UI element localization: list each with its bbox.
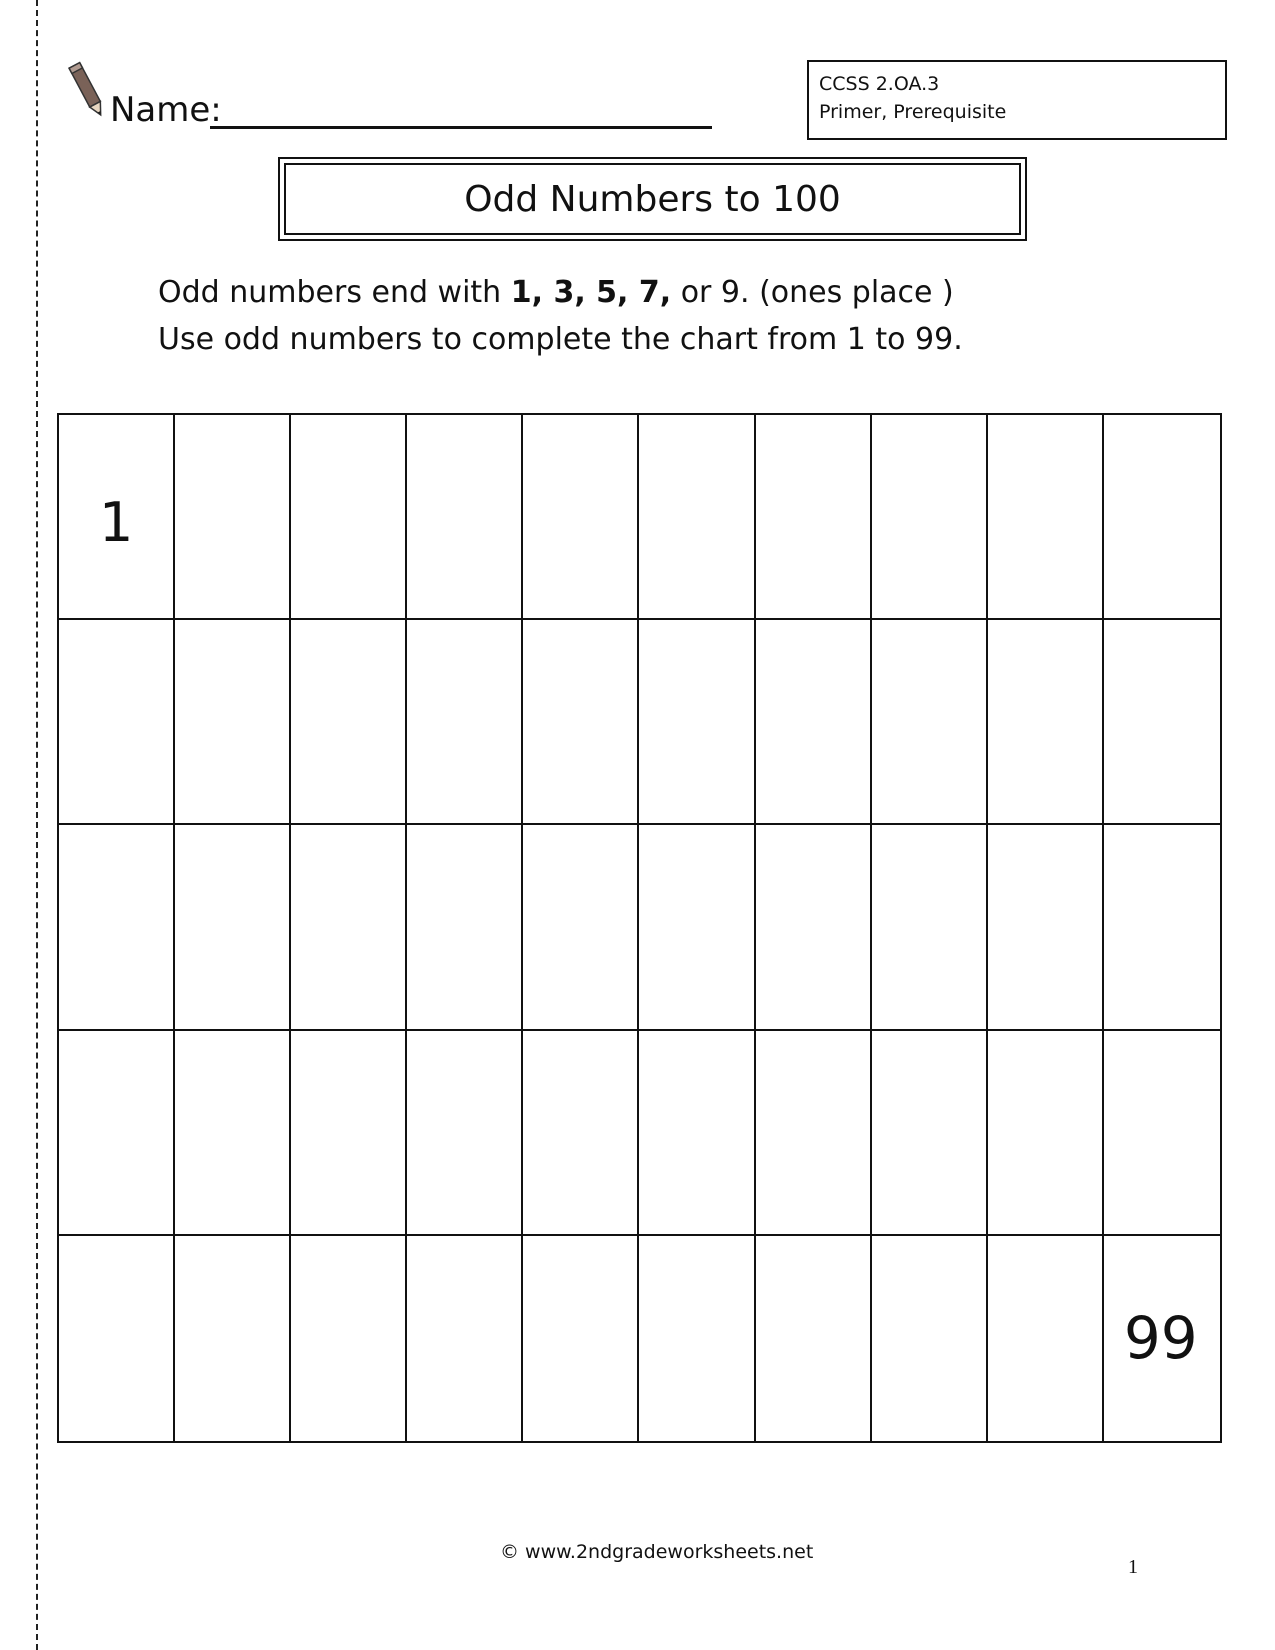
chart-cell[interactable]: [291, 620, 407, 825]
chart-cell[interactable]: [988, 825, 1104, 1030]
page-number: 1: [1128, 1556, 1138, 1578]
instruction-suffix: or 9. (ones place ): [671, 275, 954, 310]
instruction-line-1: [158, 274, 954, 312]
chart-cell[interactable]: [59, 620, 175, 825]
chart-cell[interactable]: [756, 620, 872, 825]
chart-cell[interactable]: [872, 825, 988, 1030]
chart-cell[interactable]: [175, 1031, 291, 1236]
chart-cell[interactable]: [175, 415, 291, 620]
chart-cell[interactable]: [639, 620, 755, 825]
page-title: Odd Numbers to 100: [284, 163, 1021, 235]
chart-cell[interactable]: [756, 1031, 872, 1236]
standard-code: CCSS 2.OA.3: [819, 73, 940, 95]
chart-cell[interactable]: [407, 1236, 523, 1441]
chart-cell[interactable]: [175, 620, 291, 825]
chart-cell[interactable]: [407, 415, 523, 620]
chart-cell[interactable]: [988, 415, 1104, 620]
chart-cell[interactable]: [756, 1236, 872, 1441]
chart-cell[interactable]: [1104, 1236, 1220, 1441]
name-label: Name:: [110, 90, 222, 130]
chart-cell[interactable]: [59, 825, 175, 1030]
chart-cell[interactable]: [1104, 825, 1220, 1030]
chart-cell[interactable]: [523, 1031, 639, 1236]
chart-cell[interactable]: [59, 1236, 175, 1441]
chart-cell[interactable]: [523, 825, 639, 1030]
chart-cell[interactable]: [407, 620, 523, 825]
chart-cell[interactable]: [175, 825, 291, 1030]
margin-dashed-line: [36, 0, 38, 1650]
name-line[interactable]: [210, 126, 712, 129]
chart-cell[interactable]: [291, 1031, 407, 1236]
chart-cell[interactable]: [407, 825, 523, 1030]
chart-cell[interactable]: [291, 415, 407, 620]
instruction-line-2: Use odd numbers to complete the chart from 1 to 99.: [158, 322, 963, 357]
chart-cell[interactable]: [872, 1236, 988, 1441]
chart-cell[interactable]: [291, 825, 407, 1030]
chart-cell[interactable]: [175, 1236, 291, 1441]
chart-cell[interactable]: [988, 1236, 1104, 1441]
chart-cell[interactable]: [756, 825, 872, 1030]
chart-cell[interactable]: [1104, 415, 1220, 620]
chart-cell[interactable]: [988, 1031, 1104, 1236]
chart-cell[interactable]: [639, 1236, 755, 1441]
chart-cell[interactable]: [872, 1031, 988, 1236]
chart-cell[interactable]: [988, 620, 1104, 825]
chart-first-value: 1: [99, 491, 134, 554]
chart-cell[interactable]: [523, 620, 639, 825]
chart-cell[interactable]: [1104, 620, 1220, 825]
number-chart: [57, 413, 1222, 1443]
standard-level: Primer, Prerequisite: [819, 101, 1007, 123]
chart-cell[interactable]: [639, 825, 755, 1030]
chart-cell[interactable]: [872, 415, 988, 620]
chart-cell[interactable]: [59, 1031, 175, 1236]
pencil-icon: [68, 58, 108, 124]
chart-cell[interactable]: [639, 1031, 755, 1236]
chart-cell[interactable]: [523, 415, 639, 620]
chart-last-value: 99: [1123, 1303, 1198, 1372]
chart-cell[interactable]: [1104, 1031, 1220, 1236]
instruction-prefix: Odd numbers end with: [158, 275, 511, 310]
chart-cell[interactable]: [59, 415, 175, 620]
chart-cell[interactable]: [756, 415, 872, 620]
chart-cell[interactable]: [523, 1236, 639, 1441]
standard-box: [807, 60, 1227, 140]
odd-digits: 1, 3, 5, 7,: [510, 275, 672, 310]
title-box: [278, 157, 1027, 241]
chart-cell[interactable]: [407, 1031, 523, 1236]
chart-cell[interactable]: [291, 1236, 407, 1441]
chart-cell[interactable]: [872, 620, 988, 825]
chart-cell[interactable]: [639, 415, 755, 620]
copyright-footer: © www.2ndgradeworksheets.net: [500, 1541, 814, 1563]
